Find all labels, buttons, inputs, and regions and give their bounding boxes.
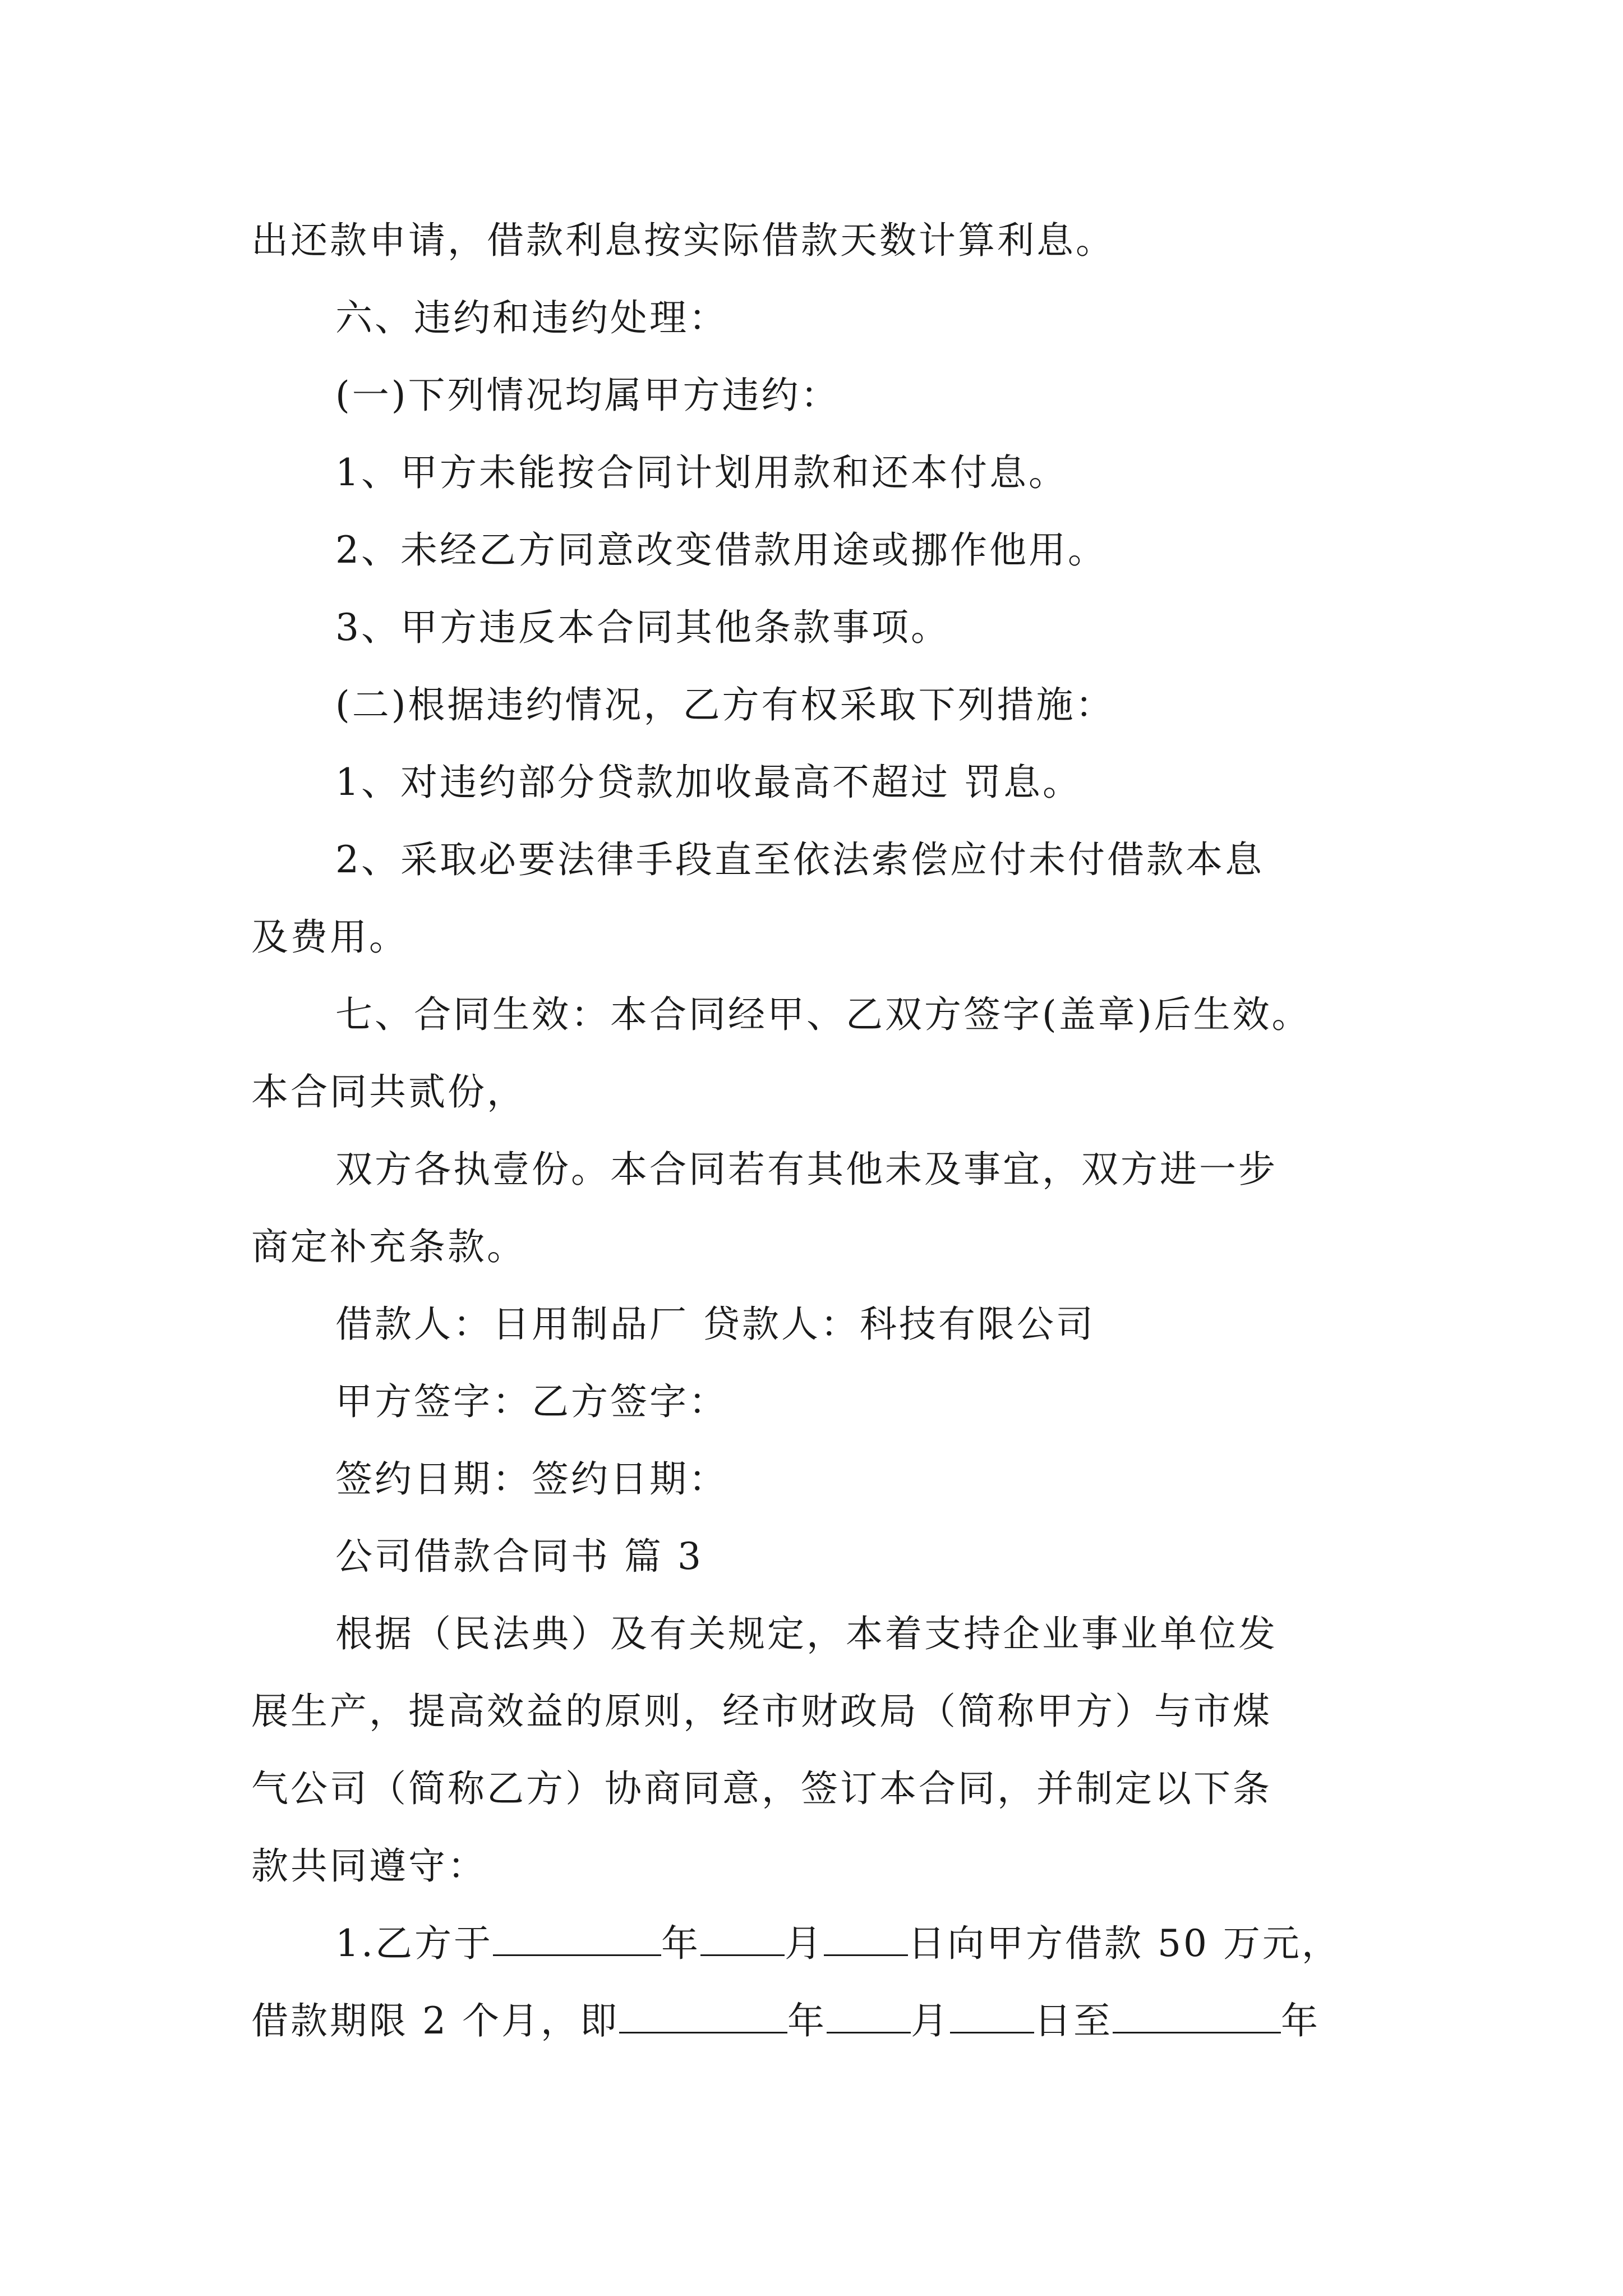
clause-text: 年 <box>1280 1999 1320 2042</box>
clause-line <box>251 1905 1384 1982</box>
text-line: 2、未经乙方同意改变借款用途或挪作他用。 <box>335 528 1107 572</box>
text-line: 展生产，提高效益的原则，经市财政局（简称甲方）与市煤 <box>251 1690 1272 1733</box>
text-line: 根据（民法典）及有关规定，本着支持企业事业单位发 <box>335 1612 1278 1655</box>
clause-text: 1.乙方于 <box>335 1922 493 1965</box>
date-line: 签约日期：签约日期： <box>335 1457 728 1501</box>
text-line: 本合同共贰份， <box>251 1070 526 1114</box>
text-line: 双方各执壹份。本合同若有其他未及事宜，双方进一步 <box>335 1148 1278 1191</box>
text-line: 气公司（简称乙方）协商同意，签订本合同，并制定以下条 <box>251 1767 1272 1810</box>
clause-text: 日至 <box>1034 1999 1113 2042</box>
text-line: 款共同遵守： <box>251 1844 487 1888</box>
text-line: 2、采取必要法律手段直至依法索偿应付未付借款本息 <box>335 838 1264 881</box>
subsection-heading: (二)根据违约情况，乙方有权采取下列措施： <box>335 683 1115 726</box>
fill-blank-year <box>493 1923 661 1956</box>
clause-text: 月 <box>784 1922 824 1965</box>
fill-blank-month <box>827 2000 911 2033</box>
text-line: 出还款申请，借款利息按实际借款天数计算利息。 <box>251 219 1115 262</box>
fill-blank-day <box>950 2000 1034 2033</box>
text-line: 3、甲方违反本合同其他条款事项。 <box>335 606 950 649</box>
fill-blank-month <box>700 1923 785 1956</box>
text-line: 商定补充条款。 <box>251 1225 526 1268</box>
text-line: 1、甲方未能按合同计划用款和还本付息。 <box>335 451 1068 494</box>
document-page <box>251 202 1384 2060</box>
subsection-heading: (一)下列情况均属甲方违约： <box>335 374 840 417</box>
section-heading: 七、合同生效：本合同经甲、乙双方签字(盖章)后生效。 <box>335 993 1311 1036</box>
clause-line <box>251 1982 1384 2060</box>
fill-blank-year <box>1113 2000 1281 2033</box>
clause-text: 借款期限 2 个月，即 <box>251 1999 619 2042</box>
clause-text: 年 <box>787 1999 827 2042</box>
text-line: 及费用。 <box>251 915 408 959</box>
clause-text: 日向甲方借款 50 万元， <box>907 1922 1341 1965</box>
text-line: 1、对违约部分贷款加收最高不超过 罚息。 <box>335 761 1082 804</box>
clause-text: 月 <box>910 1999 950 2042</box>
clause-text: 年 <box>661 1922 700 1965</box>
fill-blank-day <box>824 1923 908 1956</box>
signature-line: 甲方签字：乙方签字： <box>335 1380 728 1423</box>
parties-line: 借款人：日用制品厂 贷款人：科技有限公司 <box>335 1303 1095 1346</box>
article-title: 公司借款合同书 篇 3 <box>335 1535 703 1578</box>
fill-blank-year <box>619 2000 787 2033</box>
section-heading: 六、违约和违约处理： <box>335 296 728 339</box>
